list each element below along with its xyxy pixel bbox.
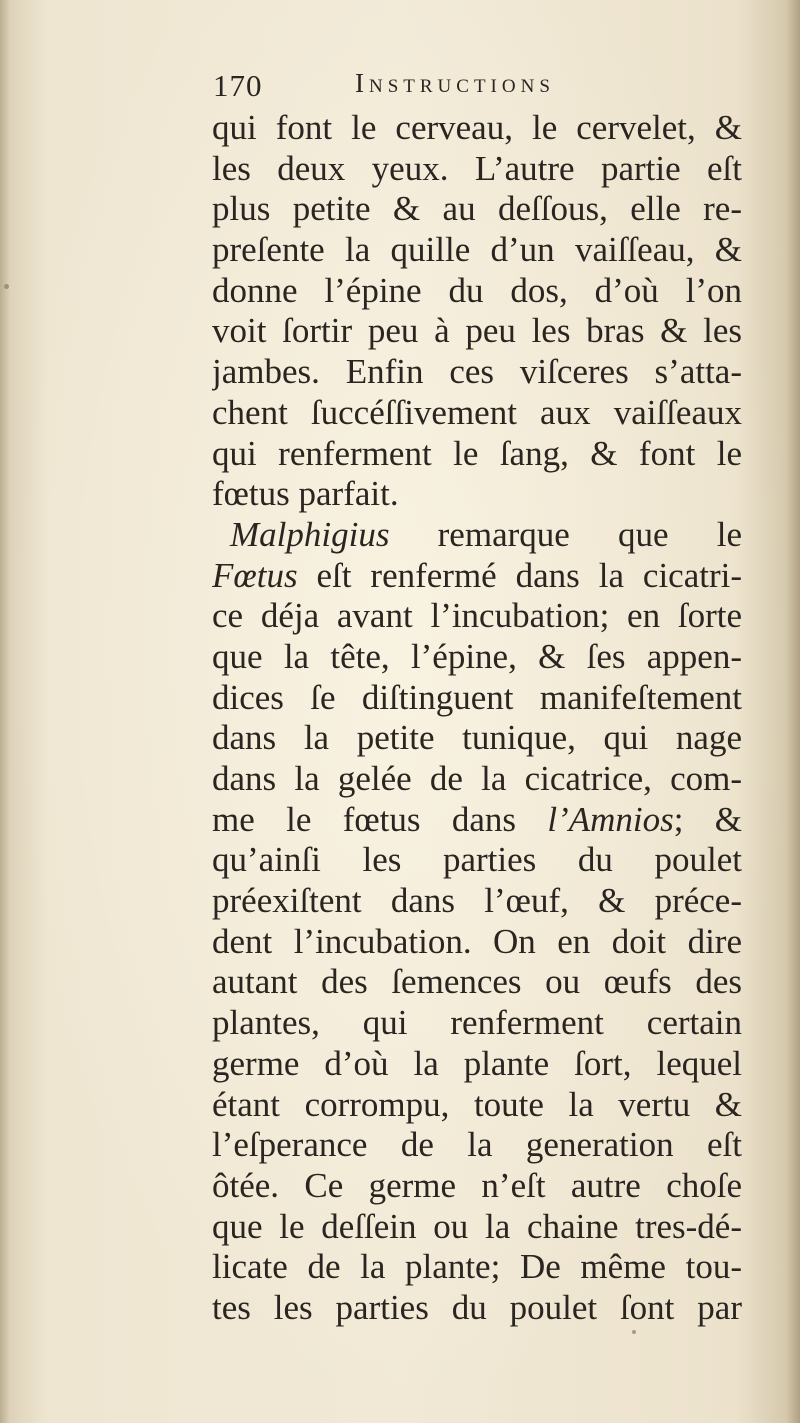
- paper-speck: [4, 284, 9, 289]
- text-line: [212, 800, 742, 841]
- text-line: [212, 637, 742, 678]
- italic-text: Malphigius: [230, 514, 390, 554]
- text-run: ; &: [673, 799, 742, 839]
- text-line: [212, 881, 742, 922]
- text-run: préexiſtent dans l’œuf, & préce-: [212, 881, 742, 921]
- text-line: [212, 678, 742, 719]
- text-run: donne l’épine du dos, d’où l’on: [212, 270, 742, 310]
- text-run: dans la petite tunique, qui nage: [212, 718, 742, 758]
- text-run: licate de la plante; De même tou-: [212, 1247, 742, 1287]
- text-line: [212, 962, 742, 1003]
- text-line: [212, 556, 742, 597]
- text-run: qui renferment le ſang, & font le: [212, 433, 742, 473]
- page-edge-shadow: [786, 0, 800, 1423]
- text-line: [212, 922, 742, 963]
- text-line: [212, 189, 742, 230]
- text-run: chent ſuccéſſivement aux vaiſſeaux: [212, 392, 742, 432]
- paper-speck: [632, 1330, 636, 1334]
- text-run: qui font le cerveau, le cervelet, &: [212, 108, 742, 147]
- text-run: qu’ainſi les parties du poulet: [212, 840, 742, 880]
- text-run: que le deſſein ou la chaine tres-dé-: [212, 1206, 742, 1246]
- text-line: [212, 1288, 742, 1329]
- text-run: ôtée. Ce germe n’eſt autre choſe: [212, 1165, 742, 1205]
- text-run: tes les parties du poulet ſont par: [212, 1287, 742, 1327]
- text-line: [212, 1207, 742, 1248]
- running-head: Instructions: [355, 68, 555, 98]
- text-run: ce déja avant l’incubation; en ſorte: [212, 596, 742, 636]
- text-line: [212, 718, 742, 759]
- text-line: [212, 515, 742, 556]
- text-run: dent l’incubation. On en doit dire: [212, 921, 742, 961]
- text-run: dans la gelée de la cicatrice, com-: [212, 759, 742, 798]
- text-line: [212, 230, 742, 271]
- text-line: [212, 1166, 742, 1207]
- text-line: [212, 1125, 742, 1166]
- page-header: [213, 68, 753, 108]
- text-run: étant corrompu, toute la vertu &: [212, 1084, 742, 1124]
- text-line: [212, 149, 742, 190]
- text-line: [212, 108, 742, 149]
- text-run: plus petite & au deſſous, elle re-: [212, 189, 742, 229]
- text-line: [212, 596, 742, 637]
- text-run: les deux yeux. L’autre partie eſt: [212, 148, 742, 188]
- text-line: [212, 1247, 742, 1288]
- text-run: me le fœtus dans: [212, 799, 548, 839]
- text-run: l’eſperance de la generation eſt: [212, 1125, 742, 1165]
- text-line: [212, 1003, 742, 1044]
- italic-text: Fœtus: [212, 555, 298, 595]
- text-run: dices ſe diſtinguent manifeſtement: [212, 677, 742, 717]
- italic-text: l’Amnios: [547, 799, 674, 839]
- text-line: [212, 311, 742, 352]
- text-run: germe d’où la plante ſort, lequel: [212, 1043, 742, 1083]
- text-line: [212, 352, 742, 393]
- text-line: [212, 434, 742, 475]
- text-run: autant des ſemences ou œufs des: [212, 962, 742, 1002]
- page-number: 170: [213, 68, 263, 103]
- page-gutter-shadow: [0, 0, 10, 1423]
- text-line: [212, 1085, 742, 1126]
- text-run: voit ſortir peu à peu les bras & les: [212, 311, 742, 351]
- text-run: eſt renfermé dans la cicatri-: [297, 555, 742, 595]
- text-run: jambes. Enfin ces viſceres s’atta-: [212, 352, 742, 392]
- text-line: [212, 840, 742, 881]
- text-run: remarque que le: [389, 514, 742, 554]
- text-run: preſente la quille d’un vaiſſeau, &: [212, 230, 742, 270]
- text-run: fœtus parfait.: [212, 474, 399, 514]
- text-run: plantes, qui renferment certain: [212, 1003, 742, 1043]
- text-run: que la tête, l’épine, & ſes appen-: [212, 636, 742, 676]
- body-text: [212, 108, 742, 1329]
- text-line: [212, 271, 742, 312]
- text-line: [212, 474, 742, 515]
- text-line: [212, 1044, 742, 1085]
- text-line: [212, 393, 742, 434]
- text-line: [212, 759, 742, 800]
